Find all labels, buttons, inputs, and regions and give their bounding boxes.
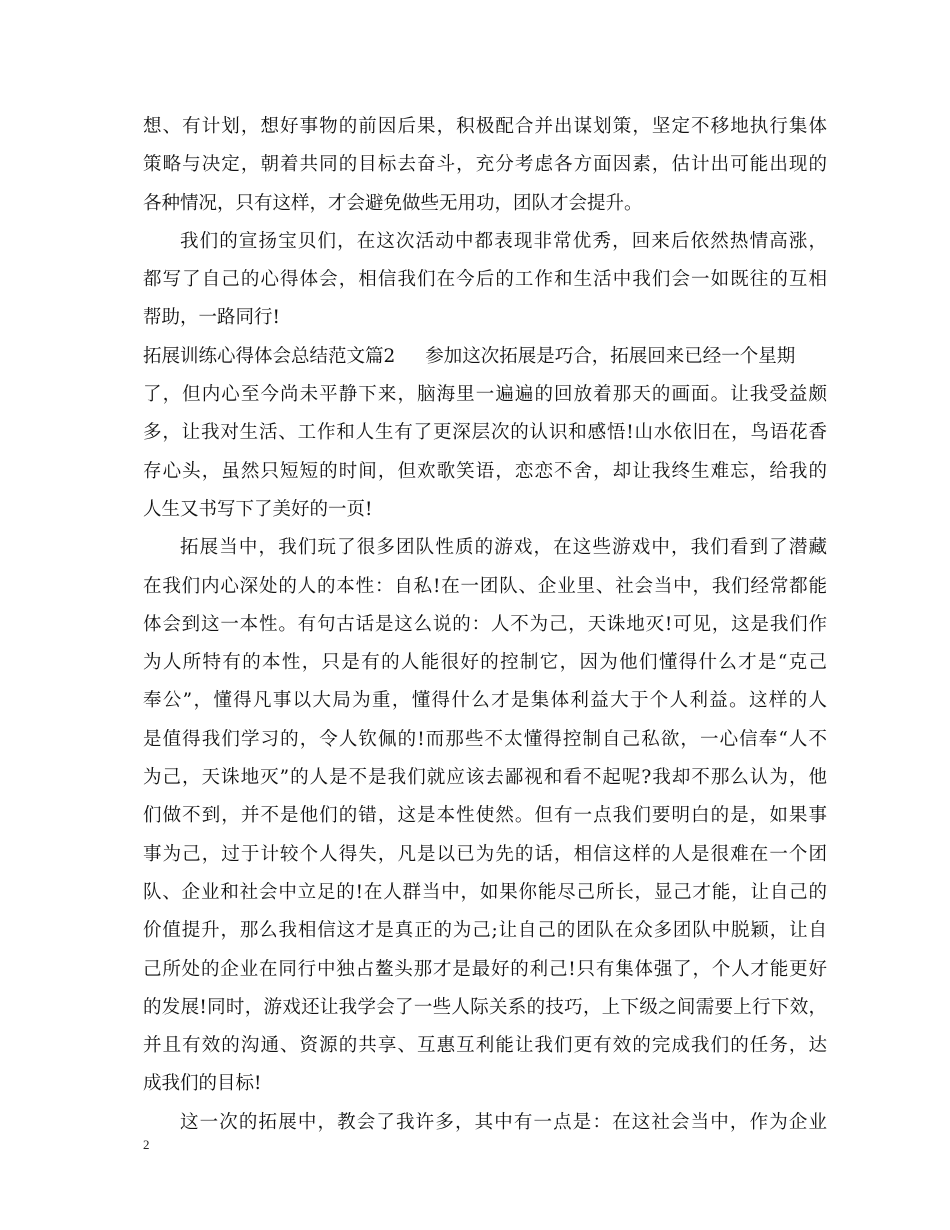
text-line: 为人所特有的本性，只是有的人能很好的控制它，因为他们懂得什么才是“克己 — [143, 652, 827, 674]
page-number: 2 — [143, 1137, 150, 1152]
text-line: 这一次的拓展中，教会了我许多，其中有一点是：在这社会当中，作为企业 — [180, 1111, 827, 1133]
text-line: 参加这次拓展是巧合，拓展回来已经一个星期 — [425, 345, 796, 367]
text-line: 都写了自己的心得体会，相信我们在今后的工作和生活中我们会一如既往的互相 — [143, 269, 827, 291]
text-line: 了，但内心至今尚未平静下来，脑海里一遍遍的回放着那天的画面。让我受益颇 — [143, 384, 827, 406]
document-body — [143, 108, 827, 1142]
section-heading-line — [143, 338, 827, 376]
text-line: 体会到这一本性。有句古话是这么说的：人不为己，天诛地灭!可见，这是我们作 — [143, 613, 827, 635]
text-line: 人生又书写下了美好的一页! — [143, 498, 373, 520]
text-line: 策略与决定，朝着共同的目标去奋斗，充分考虑各方面因素，估计出可能出现的 — [143, 154, 827, 176]
text-line: 并且有效的沟通、资源的共享、互惠互利能让我们更有效的完成我们的任务，达 — [143, 1035, 827, 1057]
text-line: 在我们内心深处的人的本性：自私!在一团队、企业里、社会当中，我们经常都能 — [143, 575, 827, 597]
text-line: 队、企业和社会中立足的!在人群当中，如果你能尽己所长，显己才能，让自己的 — [143, 881, 827, 903]
text-line: 是值得我们学习的，令人钦佩的!而那些不太懂得控制自己私欲，一心信奉“人不 — [143, 728, 827, 750]
text-line: 各种情况，只有这样，才会避免做些无用功，团队才会提升。 — [143, 192, 643, 214]
text-line: 我们的宣扬宝贝们，在这次活动中都表现非常优秀，回来后依然热情高涨， — [180, 230, 827, 252]
text-line: 想、有计划，想好事物的前因后果，积极配合并出谋划策，坚定不移地执行集体 — [143, 116, 827, 137]
section-heading: 拓展训练心得体会总结范文篇2 — [143, 345, 396, 367]
text-line: 奉公”，懂得凡事以大局为重，懂得什么才是集体利益大于个人利益。这样的人 — [143, 690, 827, 712]
text-line: 己所处的企业在同行中独占鳌头那才是最好的利己!只有集体强了，个人才能更好 — [143, 958, 827, 980]
text-line: 们做不到，并不是他们的错，这是本性使然。但有一点我们要明白的是，如果事 — [143, 805, 827, 827]
text-line: 成我们的目标! — [143, 1073, 262, 1095]
text-line: 价值提升，那么我相信这才是真正的为己;让自己的团队在众多团队中脱颖，让自 — [143, 920, 827, 942]
text-line: 为己，天诛地灭”的人是不是我们就应该去鄙视和看不起呢?我却不那么认为，他 — [143, 767, 827, 789]
text-line: 存心头，虽然只短短的时间，但欢歌笑语，恋恋不舍，却让我终生难忘，给我的 — [143, 460, 827, 482]
text-line: 事为己，过于计较个人得失，凡是以已为先的话，相信这样的人是很难在一个团 — [143, 843, 827, 865]
text-line: 多，让我对生活、工作和人生有了更深层次的认识和感悟!山水依旧在，鸟语花香 — [143, 422, 827, 444]
text-line: 拓展当中，我们玩了很多团队性质的游戏，在这些游戏中，我们看到了潜藏 — [180, 537, 827, 559]
text-line: 的发展!同时，游戏还让我学会了一些人际关系的技巧，上下级之间需要上行下效， — [143, 996, 827, 1018]
text-line: 帮助，一路同行! — [143, 307, 280, 329]
